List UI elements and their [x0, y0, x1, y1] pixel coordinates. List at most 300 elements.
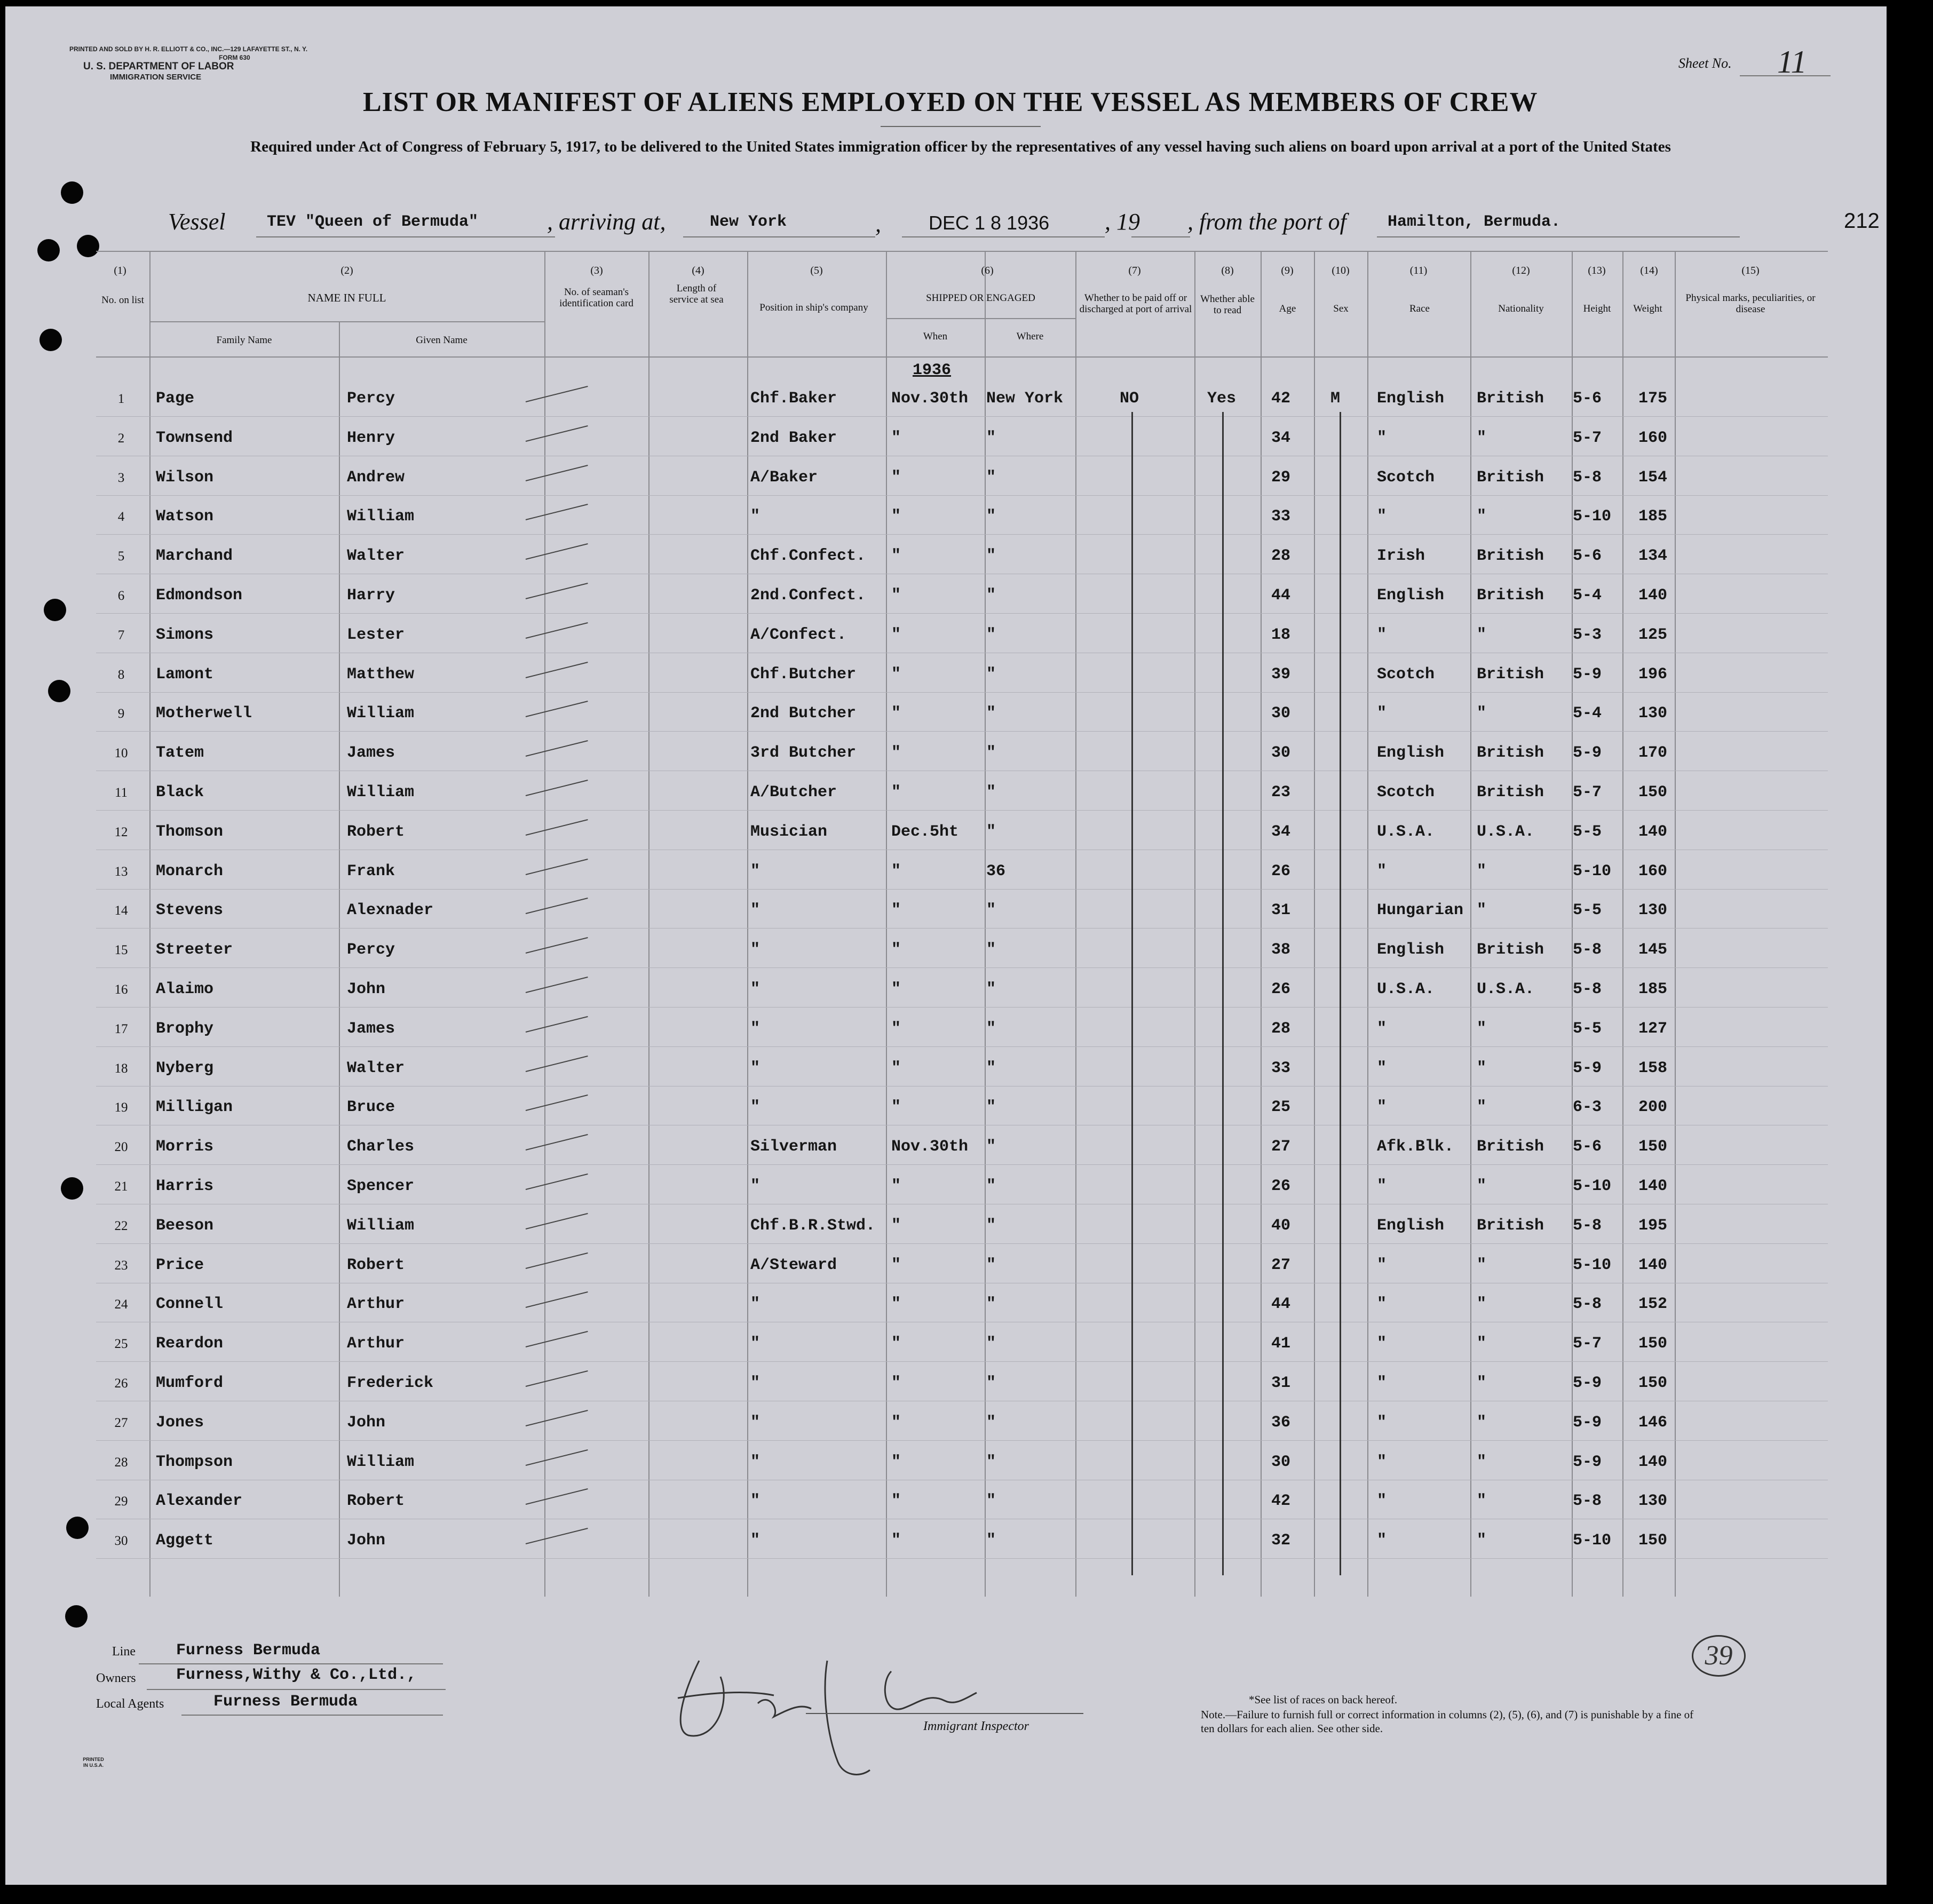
shipped-where-cell: " [986, 1413, 996, 1432]
shipped-when-cell: Nov.30th [891, 1138, 969, 1156]
given-name-cell: John [347, 1532, 386, 1550]
height-cell: 5-5 [1573, 822, 1602, 841]
row-rule [96, 613, 1828, 614]
age-cell: 33 [1271, 507, 1291, 526]
position-cell: " [750, 901, 760, 920]
col-when: When [923, 331, 948, 342]
position-cell: " [750, 941, 760, 959]
shipped-where-cell: " [986, 1177, 996, 1195]
shipped-where-cell: " [986, 429, 996, 447]
nationality-cell: U.S.A. [1477, 822, 1535, 841]
circled-number [1692, 1635, 1746, 1677]
manifest-sheet: PRINTED AND SOLD BY H. R. ELLIOTT & CO., INC.—129 LAFAYETTE ST., N. Y. FORM 630 U. S. DEPARTMENT OF LABOR IMMIGRATION SERVICE Sheet No. 11 LIST OR MANIFEST OF ALIENS EMPLOYED ON THE VESSEL AS MEMBERS OF CREW Required under Act of Congress of February 5, 1917, to be delivered to the United States immigration officer by the representatives of any vessel having such aliens on board upon arrival at a port of the United States Vessel TEV "Queen of Bermuda" , arriving at, New York , DEC 1 8 1936 , 19 , from the port of Hamilton, Bermuda. 212 (1) (2) (3) (4) (5) (6) (7) (8) (9) (10) (11) (12) (13) (14) (15) No. on list NAME IN FULL Family Name Given Name No. of seaman's identification card Length of service at sea Position in ship's company SHIPPED OR ENGAGED When Where Whether to be paid off or discharged at port of arrival Whether able to read Age Sex Race Nationality Height Weight Physical marks, peculiarities, or disease 1936 1 Page Percy Chf.Baker Nov.30th New York NO Yes 42 M English British 5-6 175 2 Townsend Henry 2nd Baker " " 34 " " 5-7 160 3 Wilson Andrew A/Baker " " 29 Scotch British 5-8 154 4 Watson William " " " 33 " " 5-10 185 5 Marchand Walter Chf.Confect. " " 28 Irish British 5-6 134 6 Edmondson Harry 2nd.Confect. " " 44 English British 5-4 140 7 Simons Lester A/Confect. " " 18 " " 5-3 125 8 Lamont Matthew Chf.Butcher " " 39 Scotch British 5-9 196 9 Motherwell William 2nd Butcher " " 30 " " 5-4 130 10 Tatem James 3rd Butcher " " 30 English British 5-9 170 11 Black William A/Butcher " " 23 Scotch British 5-7 150 12 Thomson Robert Musician Dec.5ht " 34 U.S.A. U.S.A. 5-5 140 13 Monarch Frank " " 36 26 " " 5-10 160 14 Stevens Alexnader " " " 31 Hungarian " 5-5 130 15 Streeter Percy " " " 38 English British 5-8 145 16 Alaimo John " " " 26 U.S.A. U.S.A. 5-8 185 17 Brophy James " " " 28 " " 5-5 127 18 Nyberg Walter " " " 33 " " 5-9 158 19 Milligan Bruce " " " 25 " " 6-3 200 20 Morris Charles Silverman Nov.30th " 27 Afk.Blk. British 5-6 150 21 Harris Spencer " " " 26 " " 5-10 140 22 Beeson William Chf.B.R.Stwd. " " 40 English British 5-8 195 23 Price Robert A/Steward " " 27 " " 5-10 140 24 Connell Arthur " " " 44 " " 5-8 152 25 Reardon Arthur " " " 41 " " 5-7 150 26 Mumford Frederick " " " 31 " " 5-9 150 27 Jones John " " " 36 " " 5-9 146 28 Thompson William " " " 30 " " 5-9 140 29 Alexander Robert " " " 42 " " 5-8 130 30 Aggett John " " " 32 " " 5-10 150 Line Furness Bermuda Owners Furness,Withy & Co.,Ltd., Local Agents Furness Bermuda Immigrant Inspector 39 *See list of races on back hereof. Note.—Failure to furnish full or correct information in columns (2), (5), (6), and (7) is punishable by a fine of ten dollars for each alien. See other side. PRINTED IN U.S.A. [5, 6, 1887, 1885]
position-cell: Chf.Confect. [750, 547, 866, 566]
row-rule [96, 810, 1828, 811]
age-cell: 27 [1271, 1256, 1291, 1274]
grid-column-line [648, 251, 649, 1597]
nationality-cell: " [1477, 704, 1487, 723]
nationality-cell: " [1477, 1532, 1487, 1550]
given-name-cell: John [347, 980, 386, 998]
age-cell: 23 [1271, 783, 1291, 802]
pencil-tick-mark [526, 819, 588, 836]
grid-column-line [1314, 251, 1315, 1597]
shipped-where-cell: New York [986, 390, 1064, 408]
nationality-cell: " [1477, 1295, 1487, 1314]
weight-cell: 196 [1638, 665, 1668, 684]
shipped-where-cell: " [986, 901, 996, 920]
age-cell: 26 [1271, 980, 1291, 998]
age-cell: 32 [1271, 1532, 1291, 1550]
shipped-where-cell: " [986, 1453, 996, 1471]
weight-cell: 158 [1638, 1059, 1668, 1077]
given-name-cell: William [347, 1453, 415, 1471]
pencil-tick-mark [526, 622, 588, 639]
height-cell: 5-10 [1573, 862, 1612, 880]
race-cell: English [1377, 941, 1445, 959]
age-cell: 28 [1271, 547, 1291, 566]
printed-in: PRINTED IN U.S.A. [83, 1757, 104, 1768]
given-name-cell: Matthew [347, 665, 415, 684]
given-name-cell: Robert [347, 822, 405, 841]
race-cell: English [1377, 390, 1445, 408]
age-cell: 36 [1271, 1413, 1291, 1432]
col-length-service: Length of service at sea [669, 283, 724, 305]
height-cell: 5-9 [1573, 665, 1602, 684]
height-cell: 5-7 [1573, 429, 1602, 447]
position-cell: 2nd Baker [750, 429, 837, 447]
weight-cell: 140 [1638, 1453, 1668, 1471]
race-cell: Scotch [1377, 783, 1435, 802]
given-name-cell: Bruce [347, 1098, 395, 1117]
nationality-cell: British [1477, 1138, 1544, 1156]
position-cell: " [750, 1019, 760, 1038]
race-cell: U.S.A. [1377, 822, 1435, 841]
shipped-where-cell: " [986, 1256, 996, 1274]
pencil-tick-mark [526, 977, 588, 993]
owners-value: Furness,Withy & Co.,Ltd., [176, 1666, 417, 1684]
given-name-cell: Lester [347, 625, 405, 644]
family-name-cell: Page [156, 390, 195, 408]
row-number-cell: 4 [117, 510, 125, 525]
grid-column-line [985, 251, 986, 1597]
row-rule [96, 889, 1828, 890]
position-cell: " [750, 1335, 760, 1353]
position-cell: " [750, 1413, 760, 1432]
race-cell: Scotch [1377, 468, 1435, 487]
row-number-cell: 10 [114, 746, 128, 761]
family-name-cell: Lamont [156, 665, 214, 684]
shipped-when-cell: " [891, 980, 901, 998]
row-rule [96, 731, 1828, 732]
family-name-cell: Motherwell [156, 704, 252, 723]
weight-cell: 146 [1638, 1413, 1668, 1432]
pencil-tick-mark [526, 504, 588, 520]
arriving-port: New York [710, 213, 787, 231]
punch-hole [48, 680, 70, 702]
position-cell: Silverman [750, 1138, 837, 1156]
position-cell: " [750, 1177, 760, 1195]
pencil-tick-mark [526, 465, 588, 481]
shipped-when-cell: " [891, 665, 901, 684]
weight-cell: 140 [1638, 822, 1668, 841]
row-rule [96, 1440, 1828, 1441]
grid-column-line [1194, 251, 1195, 1597]
row-number-cell: 21 [114, 1179, 128, 1194]
shipped-where-cell: " [986, 1374, 996, 1392]
punch-hole [61, 1177, 83, 1200]
given-name-cell: Alexnader [347, 901, 434, 920]
column-number: (5) [810, 265, 823, 276]
family-name-cell: Jones [156, 1413, 204, 1432]
punch-hole [39, 329, 62, 351]
row-number-cell: 23 [114, 1258, 128, 1273]
height-cell: 5-5 [1573, 1019, 1602, 1038]
weight-cell: 185 [1638, 507, 1668, 526]
weight-cell: 150 [1638, 1532, 1668, 1550]
height-cell: 5-8 [1573, 980, 1602, 998]
nationality-cell: " [1477, 625, 1487, 644]
given-name-cell: James [347, 1019, 395, 1038]
weight-cell: 150 [1638, 783, 1668, 802]
grid-column-line [886, 251, 887, 1597]
weight-cell: 130 [1638, 901, 1668, 920]
height-cell: 6-3 [1573, 1098, 1602, 1117]
column-number: (1) [114, 265, 126, 276]
position-cell: " [750, 1532, 760, 1550]
col-sex: Sex [1333, 303, 1349, 314]
punch-hole [66, 1517, 89, 1539]
shipped-when-cell: " [891, 1453, 901, 1471]
pencil-tick-mark [526, 386, 588, 402]
height-cell: 5-8 [1573, 1492, 1602, 1511]
family-name-cell: Stevens [156, 901, 224, 920]
row-rule [96, 416, 1828, 417]
race-cell: Afk.Blk. [1377, 1138, 1454, 1156]
grid-column-line [1261, 251, 1262, 1597]
shipped-when-cell: " [891, 1216, 901, 1235]
age-cell: 34 [1271, 822, 1291, 841]
age-cell: 42 [1271, 1492, 1291, 1511]
column-number: (3) [590, 265, 603, 276]
given-name-cell: Charles [347, 1138, 415, 1156]
shipped-when-cell: Nov.30th [891, 390, 969, 408]
weight-cell: 200 [1638, 1098, 1668, 1117]
shipped-when-cell: " [891, 1492, 901, 1511]
shipped-when-cell: " [891, 941, 901, 959]
age-cell: 42 [1271, 390, 1291, 408]
family-name-cell: Simons [156, 625, 214, 644]
race-cell: Scotch [1377, 665, 1435, 684]
race-cell: " [1377, 704, 1387, 723]
shipped-when-cell: " [891, 1374, 901, 1392]
page-subtitle: Required under Act of Congress of February 5, 1917, to be delivered to the United States immigration officer by the representatives of any vessel having such aliens on board upon arrival at a port of the United States [250, 138, 1671, 155]
nationality-cell: " [1477, 1453, 1487, 1471]
row-rule [96, 967, 1828, 968]
race-cell: " [1377, 1019, 1387, 1038]
shipped-where-cell: " [986, 507, 996, 526]
row-number-cell: 14 [114, 903, 128, 918]
shipped-where-cell: 36 [986, 862, 1006, 880]
shipped-where-cell: " [986, 1019, 996, 1038]
department: U. S. DEPARTMENT OF LABOR [83, 61, 234, 72]
shipped-where-cell: " [986, 1138, 996, 1156]
pencil-tick-mark [526, 1213, 588, 1229]
shipped-where-cell: " [986, 547, 996, 566]
given-name-cell: William [347, 1216, 415, 1235]
age-cell: 27 [1271, 1138, 1291, 1156]
nationality-cell: British [1477, 744, 1544, 763]
age-cell: 29 [1271, 468, 1291, 487]
shipped-where-cell: " [986, 1532, 996, 1550]
vessel-name: TEV "Queen of Bermuda" [267, 213, 479, 231]
race-cell: " [1377, 1177, 1387, 1195]
col-position: Position in ship's company [759, 302, 868, 313]
race-cell: " [1377, 1059, 1387, 1077]
shipped-when-cell: " [891, 1295, 901, 1314]
row-number-cell: 5 [117, 549, 125, 564]
height-cell: 5-3 [1573, 625, 1602, 644]
nationality-cell: " [1477, 1413, 1487, 1432]
shipped-when-cell: " [891, 744, 901, 763]
weight-cell: 140 [1638, 1177, 1668, 1195]
shipped-where-cell: " [986, 1098, 996, 1117]
family-name-cell: Mumford [156, 1374, 224, 1392]
row-number-cell: 20 [114, 1140, 128, 1155]
row-number-cell: 13 [114, 864, 128, 879]
age-cell: 41 [1271, 1335, 1291, 1353]
nationality-cell: " [1477, 862, 1487, 880]
pencil-mark-paid-col [1131, 412, 1133, 1575]
row-rule [96, 1046, 1828, 1047]
sheet-label: Sheet No. [1678, 55, 1732, 71]
shipped-where-cell: " [986, 468, 996, 487]
row-number-cell: 7 [117, 628, 125, 642]
height-cell: 5-9 [1573, 1413, 1602, 1432]
height-cell: 5-10 [1573, 1177, 1612, 1195]
column-number: (12) [1512, 265, 1530, 276]
row-number-cell: 2 [117, 431, 125, 446]
col-age: Age [1279, 303, 1296, 314]
given-name-cell: Walter [347, 547, 405, 566]
row-rule [96, 534, 1828, 535]
col-no-on-list: No. on list [101, 295, 144, 306]
family-name-cell: Alexander [156, 1492, 243, 1511]
row-number-cell: 22 [114, 1218, 128, 1233]
weight-cell: 154 [1638, 468, 1668, 487]
race-cell: English [1377, 586, 1445, 605]
row-number-cell: 9 [117, 707, 125, 721]
owners-label: Owners [96, 1671, 136, 1685]
column-number: (4) [692, 265, 704, 276]
family-name-cell: Wilson [156, 468, 214, 487]
position-cell: Musician [750, 822, 828, 841]
inspector-label: Immigrant Inspector [923, 1719, 1029, 1733]
given-name-cell: William [347, 704, 415, 723]
sex-cell: M [1330, 390, 1341, 408]
position-cell: " [750, 1492, 760, 1511]
position-cell: A/Confect. [750, 625, 847, 644]
given-name-cell: William [347, 783, 415, 802]
column-number: (13) [1588, 265, 1606, 276]
grid-column-line [339, 321, 340, 1597]
shipped-where-cell: " [986, 1295, 996, 1314]
pencil-tick-mark [526, 583, 588, 599]
shipped-where-cell: " [986, 744, 996, 763]
grid-column-line [1622, 251, 1623, 1597]
shipped-when-cell: " [891, 1019, 901, 1038]
weight-cell: 150 [1638, 1374, 1668, 1392]
weight-cell: 150 [1638, 1335, 1668, 1353]
row-number-cell: 11 [114, 786, 128, 800]
height-cell: 5-10 [1573, 1532, 1612, 1550]
shipped-when-cell: Dec.5ht [891, 822, 959, 841]
given-name-cell: Percy [347, 941, 395, 959]
given-name-cell: Harry [347, 586, 395, 605]
pencil-tick-mark [526, 1449, 588, 1466]
race-cell: " [1377, 1492, 1387, 1511]
position-cell: " [750, 862, 760, 880]
page-title: LIST OR MANIFEST OF ALIENS EMPLOYED ON THE VESSEL AS MEMBERS OF CREW [363, 87, 1538, 117]
age-cell: 30 [1271, 1453, 1291, 1471]
position-cell: " [750, 1059, 760, 1077]
row-number-cell: 25 [114, 1337, 128, 1352]
weight-cell: 145 [1638, 941, 1668, 959]
shipped-when-cell: " [891, 1532, 901, 1550]
nationality-cell: " [1477, 1177, 1487, 1195]
column-number: (6) [981, 265, 994, 276]
position-cell: " [750, 1295, 760, 1314]
pencil-tick-mark [526, 780, 588, 796]
weight-cell: 185 [1638, 980, 1668, 998]
pencil-tick-mark [526, 1134, 588, 1151]
position-cell: Chf.Butcher [750, 665, 857, 684]
weight-cell: 130 [1638, 704, 1668, 723]
pencil-tick-mark [526, 1331, 588, 1347]
punch-hole [77, 235, 99, 257]
race-cell: " [1377, 507, 1387, 526]
height-cell: 5-6 [1573, 547, 1602, 566]
given-name-cell: Robert [347, 1256, 405, 1274]
races-note: *See list of races on back hereof. [1249, 1693, 1398, 1706]
pencil-tick-mark [526, 1252, 588, 1269]
shipped-when-cell: " [891, 901, 901, 920]
shipped-where-cell: " [986, 704, 996, 723]
height-cell: 5-7 [1573, 1335, 1602, 1353]
row-number-cell: 29 [114, 1494, 128, 1509]
race-cell: English [1377, 744, 1445, 763]
given-name-cell: John [347, 1413, 386, 1432]
pencil-tick-mark [526, 740, 588, 757]
shipped-where-cell: " [986, 625, 996, 644]
row-number-cell: 1 [117, 392, 125, 406]
position-cell: " [750, 507, 760, 526]
punch-hole [37, 239, 60, 261]
shipped-where-cell: " [986, 1216, 996, 1235]
age-cell: 31 [1271, 901, 1291, 920]
family-name-cell: Edmondson [156, 586, 243, 605]
col-given-name: Given Name [416, 335, 468, 346]
col-physical-marks: Physical marks, peculiarities, or disease [1685, 292, 1816, 315]
nationality-cell: British [1477, 941, 1544, 959]
age-cell: 40 [1271, 1216, 1291, 1235]
height-cell: 5-9 [1573, 1374, 1602, 1392]
age-cell: 34 [1271, 429, 1291, 447]
shipped-where-cell: " [986, 822, 996, 841]
arrival-date-stamp: DEC 1 8 1936 [929, 212, 1050, 234]
position-cell: Chf.Baker [750, 390, 837, 408]
local-agents-value: Furness Bermuda [213, 1693, 358, 1711]
family-name-cell: Marchand [156, 547, 233, 566]
shipped-when-cell: " [891, 547, 901, 566]
height-cell: 5-4 [1573, 586, 1602, 605]
row-number-cell: 17 [114, 1021, 128, 1036]
shipped-when-cell: " [891, 1335, 901, 1353]
row-number-cell: 18 [114, 1061, 128, 1076]
nationality-cell: " [1477, 1256, 1487, 1274]
height-cell: 5-7 [1573, 783, 1602, 802]
age-cell: 30 [1271, 704, 1291, 723]
family-name-cell: Alaimo [156, 980, 214, 998]
row-number-cell: 16 [114, 982, 128, 997]
nationality-cell: British [1477, 390, 1544, 408]
family-name-cell: Black [156, 783, 204, 802]
family-name-cell: Townsend [156, 429, 233, 447]
col-family-name: Family Name [216, 335, 272, 346]
race-cell: " [1377, 1335, 1387, 1353]
given-name-cell: Frank [347, 862, 395, 880]
age-cell: 38 [1271, 941, 1291, 959]
shipped-where-cell: " [986, 586, 996, 605]
age-cell: 44 [1271, 1295, 1291, 1314]
row-number-cell: 15 [114, 943, 128, 958]
shipped-where-cell: " [986, 665, 996, 684]
grid-column-line [1075, 251, 1076, 1597]
shipped-where-cell: " [986, 783, 996, 802]
pencil-tick-mark [526, 859, 588, 875]
height-cell: 5-8 [1573, 468, 1602, 487]
weight-cell: 134 [1638, 547, 1668, 566]
column-number: (8) [1221, 265, 1234, 276]
pencil-mark-read-col [1222, 412, 1224, 1575]
pencil-tick-mark [526, 425, 588, 442]
age-cell: 33 [1271, 1059, 1291, 1077]
nationality-cell: " [1477, 1492, 1487, 1511]
pencil-tick-mark [526, 543, 588, 560]
pencil-tick-mark [526, 1528, 588, 1544]
shipped-where-cell: " [986, 1335, 996, 1353]
family-name-cell: Thomson [156, 822, 224, 841]
position-cell: 3rd Butcher [750, 744, 857, 763]
nationality-cell: British [1477, 1216, 1544, 1235]
column-number: (10) [1332, 265, 1350, 276]
family-name-cell: Connell [156, 1295, 224, 1314]
height-cell: 5-9 [1573, 744, 1602, 763]
given-name-cell: Frederick [347, 1374, 434, 1392]
punch-hole [44, 599, 66, 621]
race-cell: " [1377, 1453, 1387, 1471]
age-cell: 31 [1271, 1374, 1291, 1392]
nationality-cell: British [1477, 468, 1544, 487]
row-rule [96, 692, 1828, 693]
age-cell: 26 [1271, 862, 1291, 880]
column-number: (14) [1640, 265, 1658, 276]
weight-cell: 160 [1638, 862, 1668, 880]
row-number-cell: 28 [114, 1455, 128, 1470]
position-cell: 2nd Butcher [750, 704, 857, 723]
shipped-when-cell: " [891, 1413, 901, 1432]
shipped-when-cell: " [891, 1177, 901, 1195]
pencil-tick-mark [526, 1291, 588, 1308]
